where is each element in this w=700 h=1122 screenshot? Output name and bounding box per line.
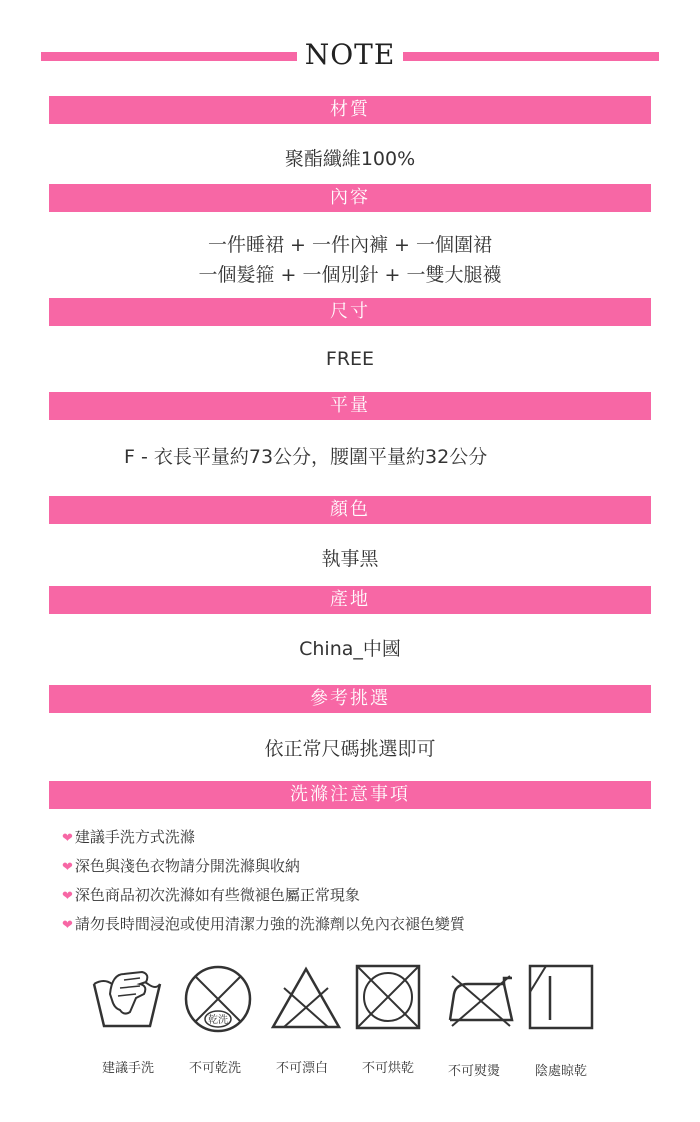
size-value: FREE bbox=[325, 348, 375, 370]
no-bleach-label: 不可漂白 bbox=[275, 1061, 328, 1076]
no-dry-clean-icon bbox=[183, 964, 253, 1034]
pick-header: 參考挑選 bbox=[49, 685, 651, 713]
color-header: 顏色 bbox=[49, 496, 651, 524]
measure-value: F - 衣長平量約73公分，腰圍平量約32公分 bbox=[124, 446, 488, 468]
no-iron-icon bbox=[444, 968, 518, 1028]
measure-header: 平量 bbox=[49, 392, 651, 420]
note-header bbox=[0, 38, 700, 74]
heart-icon: ❤ bbox=[62, 831, 73, 846]
no-dry-clean-label: 不可乾洗 bbox=[188, 1061, 241, 1076]
shade-dry-label: 陰處晾乾 bbox=[534, 1064, 587, 1079]
heart-icon: ❤ bbox=[62, 860, 73, 875]
care-tip: ❤ 建議手洗方式洗滌 bbox=[62, 828, 195, 846]
material-header: 材質 bbox=[49, 96, 651, 124]
dry-clean-text: 乾洗 bbox=[208, 1015, 228, 1026]
shade-dry-icon bbox=[528, 964, 594, 1030]
size-header: 尺寸 bbox=[49, 298, 651, 326]
material-value: 聚酯纖維100% bbox=[284, 148, 416, 170]
no-iron-label: 不可熨燙 bbox=[447, 1064, 500, 1079]
contents-line-2: 一個髮箍 + 一個別針 + 一雙大腿襪 bbox=[198, 264, 502, 286]
care-tip: ❤ 深色與淺色衣物請分開洗滌與收納 bbox=[62, 857, 300, 875]
no-tumble-dry-label: 不可烘乾 bbox=[361, 1061, 414, 1076]
note-line-left bbox=[41, 52, 297, 61]
care-tip: ❤ 深色商品初次洗滌如有些微褪色屬正常現象 bbox=[62, 886, 360, 904]
origin-header: 產地 bbox=[49, 586, 651, 614]
no-bleach-icon bbox=[270, 966, 342, 1030]
care-header: 洗滌注意事項 bbox=[49, 781, 651, 809]
hand-wash-label: 建議手洗 bbox=[101, 1061, 154, 1076]
heart-icon: ❤ bbox=[62, 918, 73, 933]
hand-wash-icon bbox=[90, 964, 164, 1032]
pick-value: 依正常尺碼挑選即可 bbox=[264, 738, 436, 760]
heart-icon: ❤ bbox=[62, 889, 73, 904]
contents-header: 內容 bbox=[49, 184, 651, 212]
no-tumble-dry-icon bbox=[355, 964, 421, 1030]
origin-value: China_中國 bbox=[299, 638, 401, 660]
note-line-right bbox=[403, 52, 659, 61]
contents-line-1: 一件睡裙 + 一件內褲 + 一個圍裙 bbox=[208, 234, 492, 256]
care-tip: ❤ 請勿長時間浸泡或使用清潔力強的洗滌劑以免內衣褪色變質 bbox=[62, 915, 465, 933]
color-value: 執事黑 bbox=[321, 548, 379, 570]
note-title: NOTE bbox=[304, 38, 396, 71]
